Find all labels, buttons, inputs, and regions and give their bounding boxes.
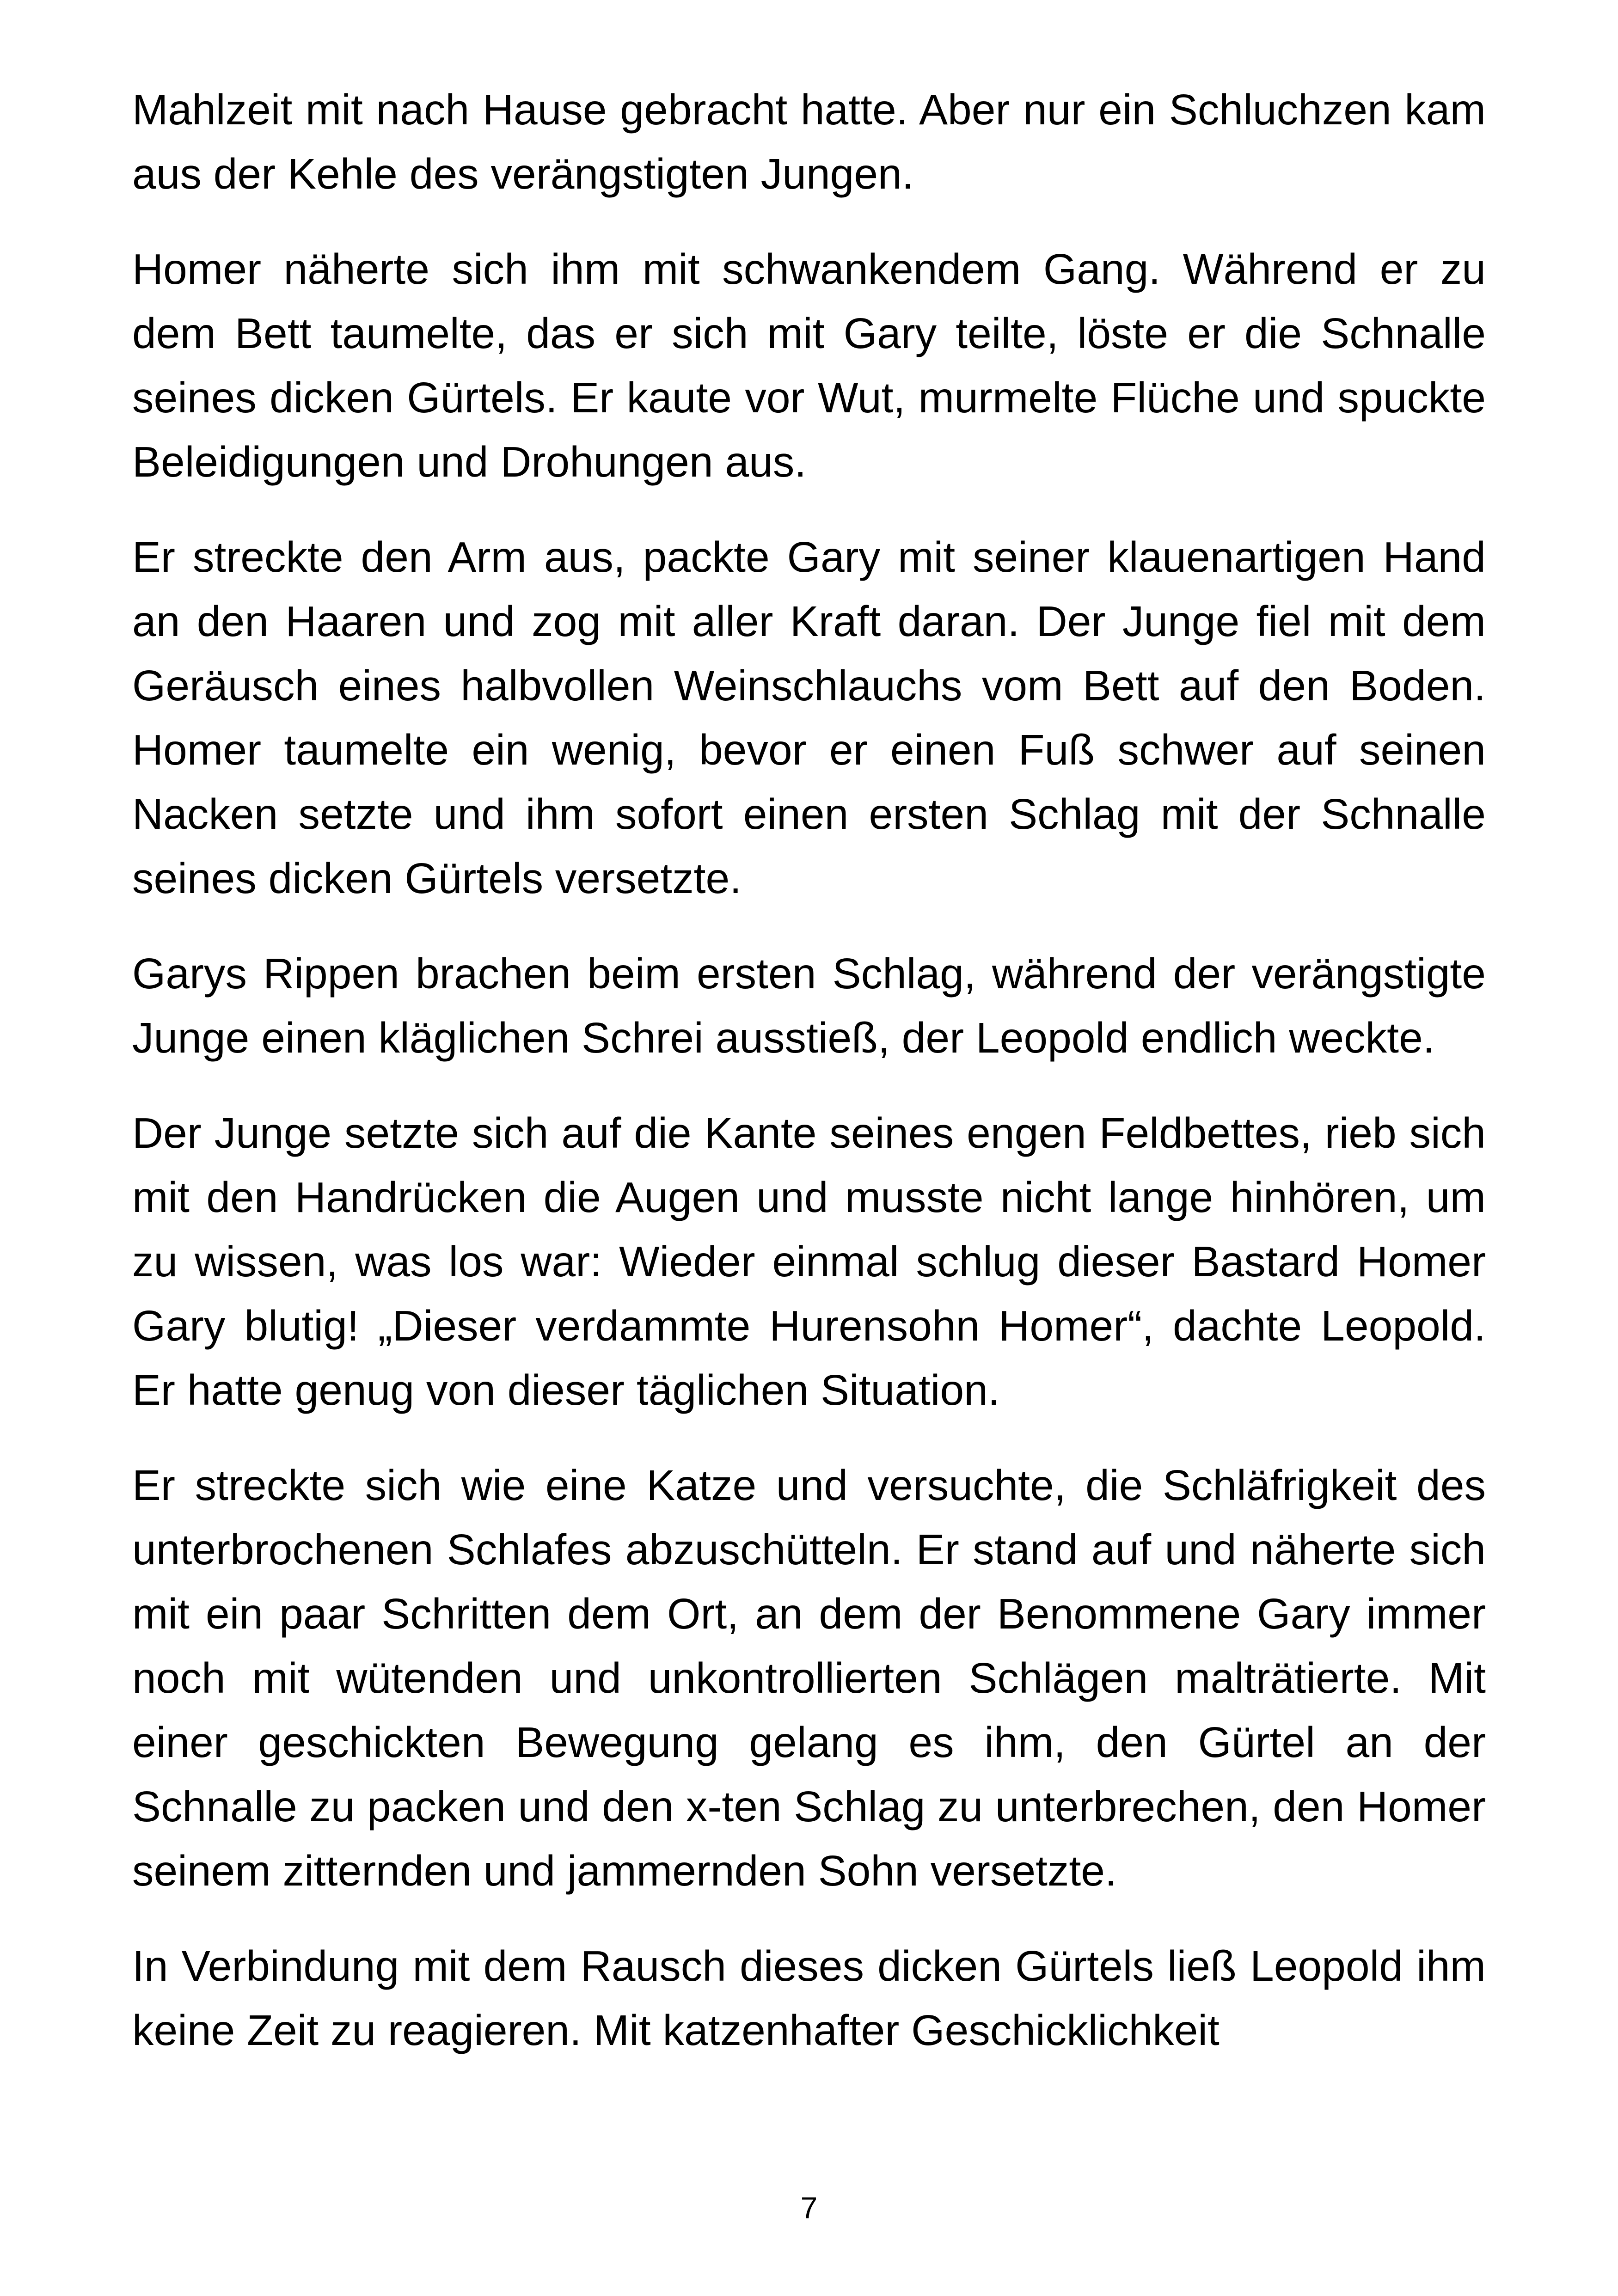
paragraph-7: In Verbindung mit dem Rausch dieses dicken Gürtels ließ Leopold ihm keine Zeit zu reagieren. Mit katzenhafter Geschicklichkeit	[132, 1942, 1486, 2054]
paragraph-2: Homer näherte sich ihm mit schwankendem Gang. Während er zu dem Bett taumelte, das er sich mit Gary teilte, löste er die Schnalle seines dicken Gürtels. Er kaute vor Wut, murmelte Flüche und spuckte Beleidigungen und Drohungen aus.	[132, 245, 1486, 486]
body-text	[132, 78, 1486, 2063]
paragraph-5: Der Junge setzte sich auf die Kante seines engen Feldbettes, rieb sich mit den Handrücken die Augen und musste nicht lange hinhören, um zu wissen, was los war: Wieder einmal schlug dieser Bastard Homer Gary blutig! „Dieser verdammte Hurensohn Homer“, dachte Leopold. Er hatte genug von dieser täglichen Situation.	[132, 1109, 1486, 1414]
paragraph-4: Garys Rippen brachen beim ersten Schlag, während der verängstigte Junge einen kläglichen Schrei ausstieß, der Leopold endlich weckte.	[132, 949, 1486, 1062]
paragraph-6: Er streckte sich wie eine Katze und versuchte, die Schläfrigkeit des unterbrochenen Schlafes abzuschütteln. Er stand auf und näherte sich mit ein paar Schritten dem Ort, an dem der Benommene Gary immer noch mit wütenden und unkontrollierten Schlägen malträtierte. Mit einer geschickten Bewegung gelang es ihm, den Gürtel an der Schnalle zu packen und den x-ten Schlag zu unterbrechen, den Homer seinem zitternden und jammernden Sohn versetzte.	[132, 1461, 1486, 1895]
page-number: 7	[800, 2191, 818, 2225]
paragraph-1: Mahlzeit mit nach Hause gebracht hatte. Aber nur ein Schluchzen kam aus der Kehle des verängstigten Jungen.	[132, 86, 1486, 198]
paragraph-3: Er streckte den Arm aus, packte Gary mit seiner klauenartigen Hand an den Haaren und zog mit aller Kraft daran. Der Junge fiel mit dem Geräusch eines halbvollen Weinschlauchs vom Bett auf den Boden. Homer taumelte ein wenig, bevor er einen Fuß schwer auf seinen Nacken setzte und ihm sofort einen ersten Schlag mit der Schnalle seines dicken Gürtels versetzte.	[132, 533, 1486, 902]
